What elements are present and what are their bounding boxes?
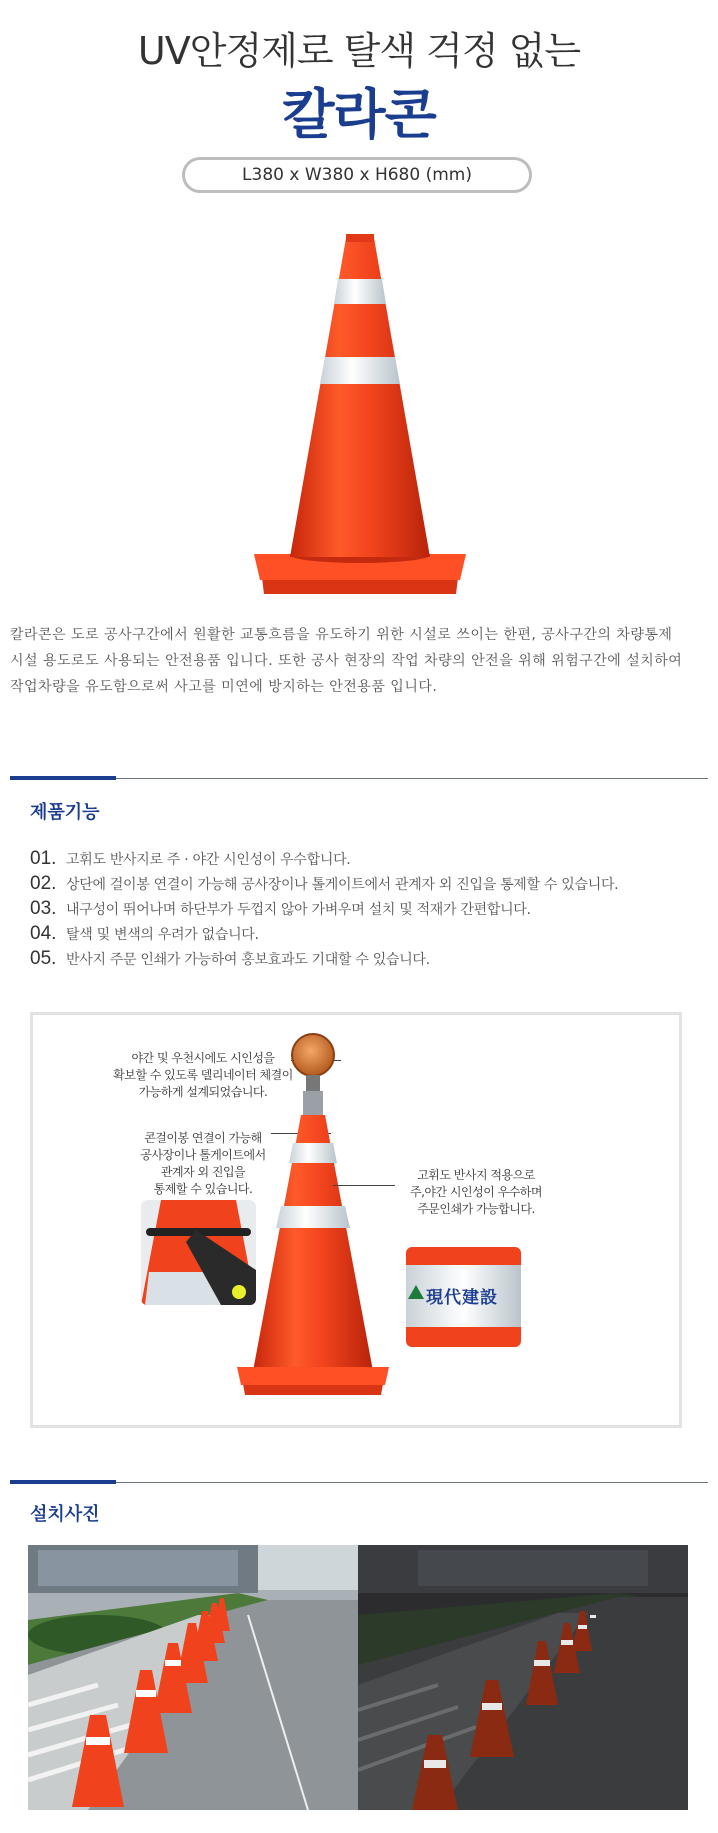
note-line: 가능하게 설계되었습니다.: [138, 1085, 268, 1099]
description-line: 칼라콘은 도로 공사구간에서 원활한 교통흐름을 유도하기 위한 시설로 쓰이는 한편, 공사구간의 차량통제: [10, 627, 673, 643]
note-line: 주문인쇄가 가능합니다.: [417, 1202, 535, 1216]
note-line: 확보할 수 있도록 델리네이터 체결이: [113, 1068, 293, 1082]
list-item: [30, 921, 710, 946]
note-line: 주,야간 시인성이 우수하며: [410, 1185, 542, 1199]
install-heading: 설치사진: [30, 1504, 100, 1525]
item-number: 01.: [30, 847, 57, 869]
print-sample-text: 現代建設: [426, 1288, 498, 1308]
note-line: 통제할 수 있습니다.: [153, 1182, 253, 1196]
install-photo-day: [28, 1545, 358, 1810]
dimensions-badge: L380 x W380 x H680 (mm): [182, 157, 532, 193]
item-text: 고휘도 반사지로 주 · 야간 시인성이 우수합니다.: [66, 851, 351, 868]
note-line: 콘걸이봉 연결이 가능해: [144, 1131, 262, 1145]
list-item: [30, 946, 710, 971]
item-text: 반사지 주문 인쇄가 가능하여 홍보효과도 기대할 수 있습니다.: [66, 951, 430, 968]
item-text: 내구성이 뛰어나며 하단부가 두껍지 않아 가벼우며 설치 및 적재가 간편합니다.: [66, 901, 531, 918]
note-line: 야간 및 우천시에도 시인성을: [131, 1051, 275, 1065]
features-list: [30, 846, 710, 971]
item-number: 04.: [30, 922, 57, 944]
custom-print-thumbnail: [406, 1247, 521, 1347]
section-divider: [10, 778, 708, 779]
item-number: 05.: [30, 947, 57, 969]
description-line: 작업차량을 유도함으로써 사고를 미연에 방지하는 안전용품 입니다.: [10, 679, 438, 695]
note-line: 관계자 외 진입을: [160, 1165, 246, 1179]
list-item: [30, 896, 710, 921]
page-title: 칼라콘: [282, 83, 436, 146]
feature-diagram: [30, 1012, 682, 1428]
cone-with-delineator: [233, 1033, 393, 1413]
note-line: 공사장이나 톨게이트에서: [140, 1148, 266, 1162]
item-text: 탈색 및 변색의 우려가 없습니다.: [66, 926, 259, 943]
page-subtitle: UV안정제로 탈색 걱정 없는: [137, 29, 581, 73]
reflective-sheet-note: [401, 1167, 551, 1218]
traffic-cone-image: [250, 232, 470, 602]
description-line: 시설 용도로도 사용되는 안전용품 입니다. 또한 공사 현장의 작업 차량의 안전을 위해 위험구간에 설치하여: [10, 653, 683, 669]
leader-line: [333, 1185, 395, 1186]
item-text: 상단에 걸이봉 연결이 가능해 공사장이나 톨게이트에서 관계자 외 진입을 통제할 수 있습니다.: [66, 876, 619, 893]
install-photo-night: [358, 1545, 688, 1810]
company-logo-icon: [408, 1285, 424, 1299]
section-divider: [10, 1482, 708, 1483]
item-number: 03.: [30, 897, 57, 919]
list-item: [30, 846, 710, 871]
features-heading: 제품기능: [30, 802, 100, 823]
item-number: 02.: [30, 872, 57, 894]
note-line: 고휘도 반사지 적용으로: [417, 1168, 535, 1182]
product-description: [10, 622, 710, 700]
list-item: [30, 871, 710, 896]
